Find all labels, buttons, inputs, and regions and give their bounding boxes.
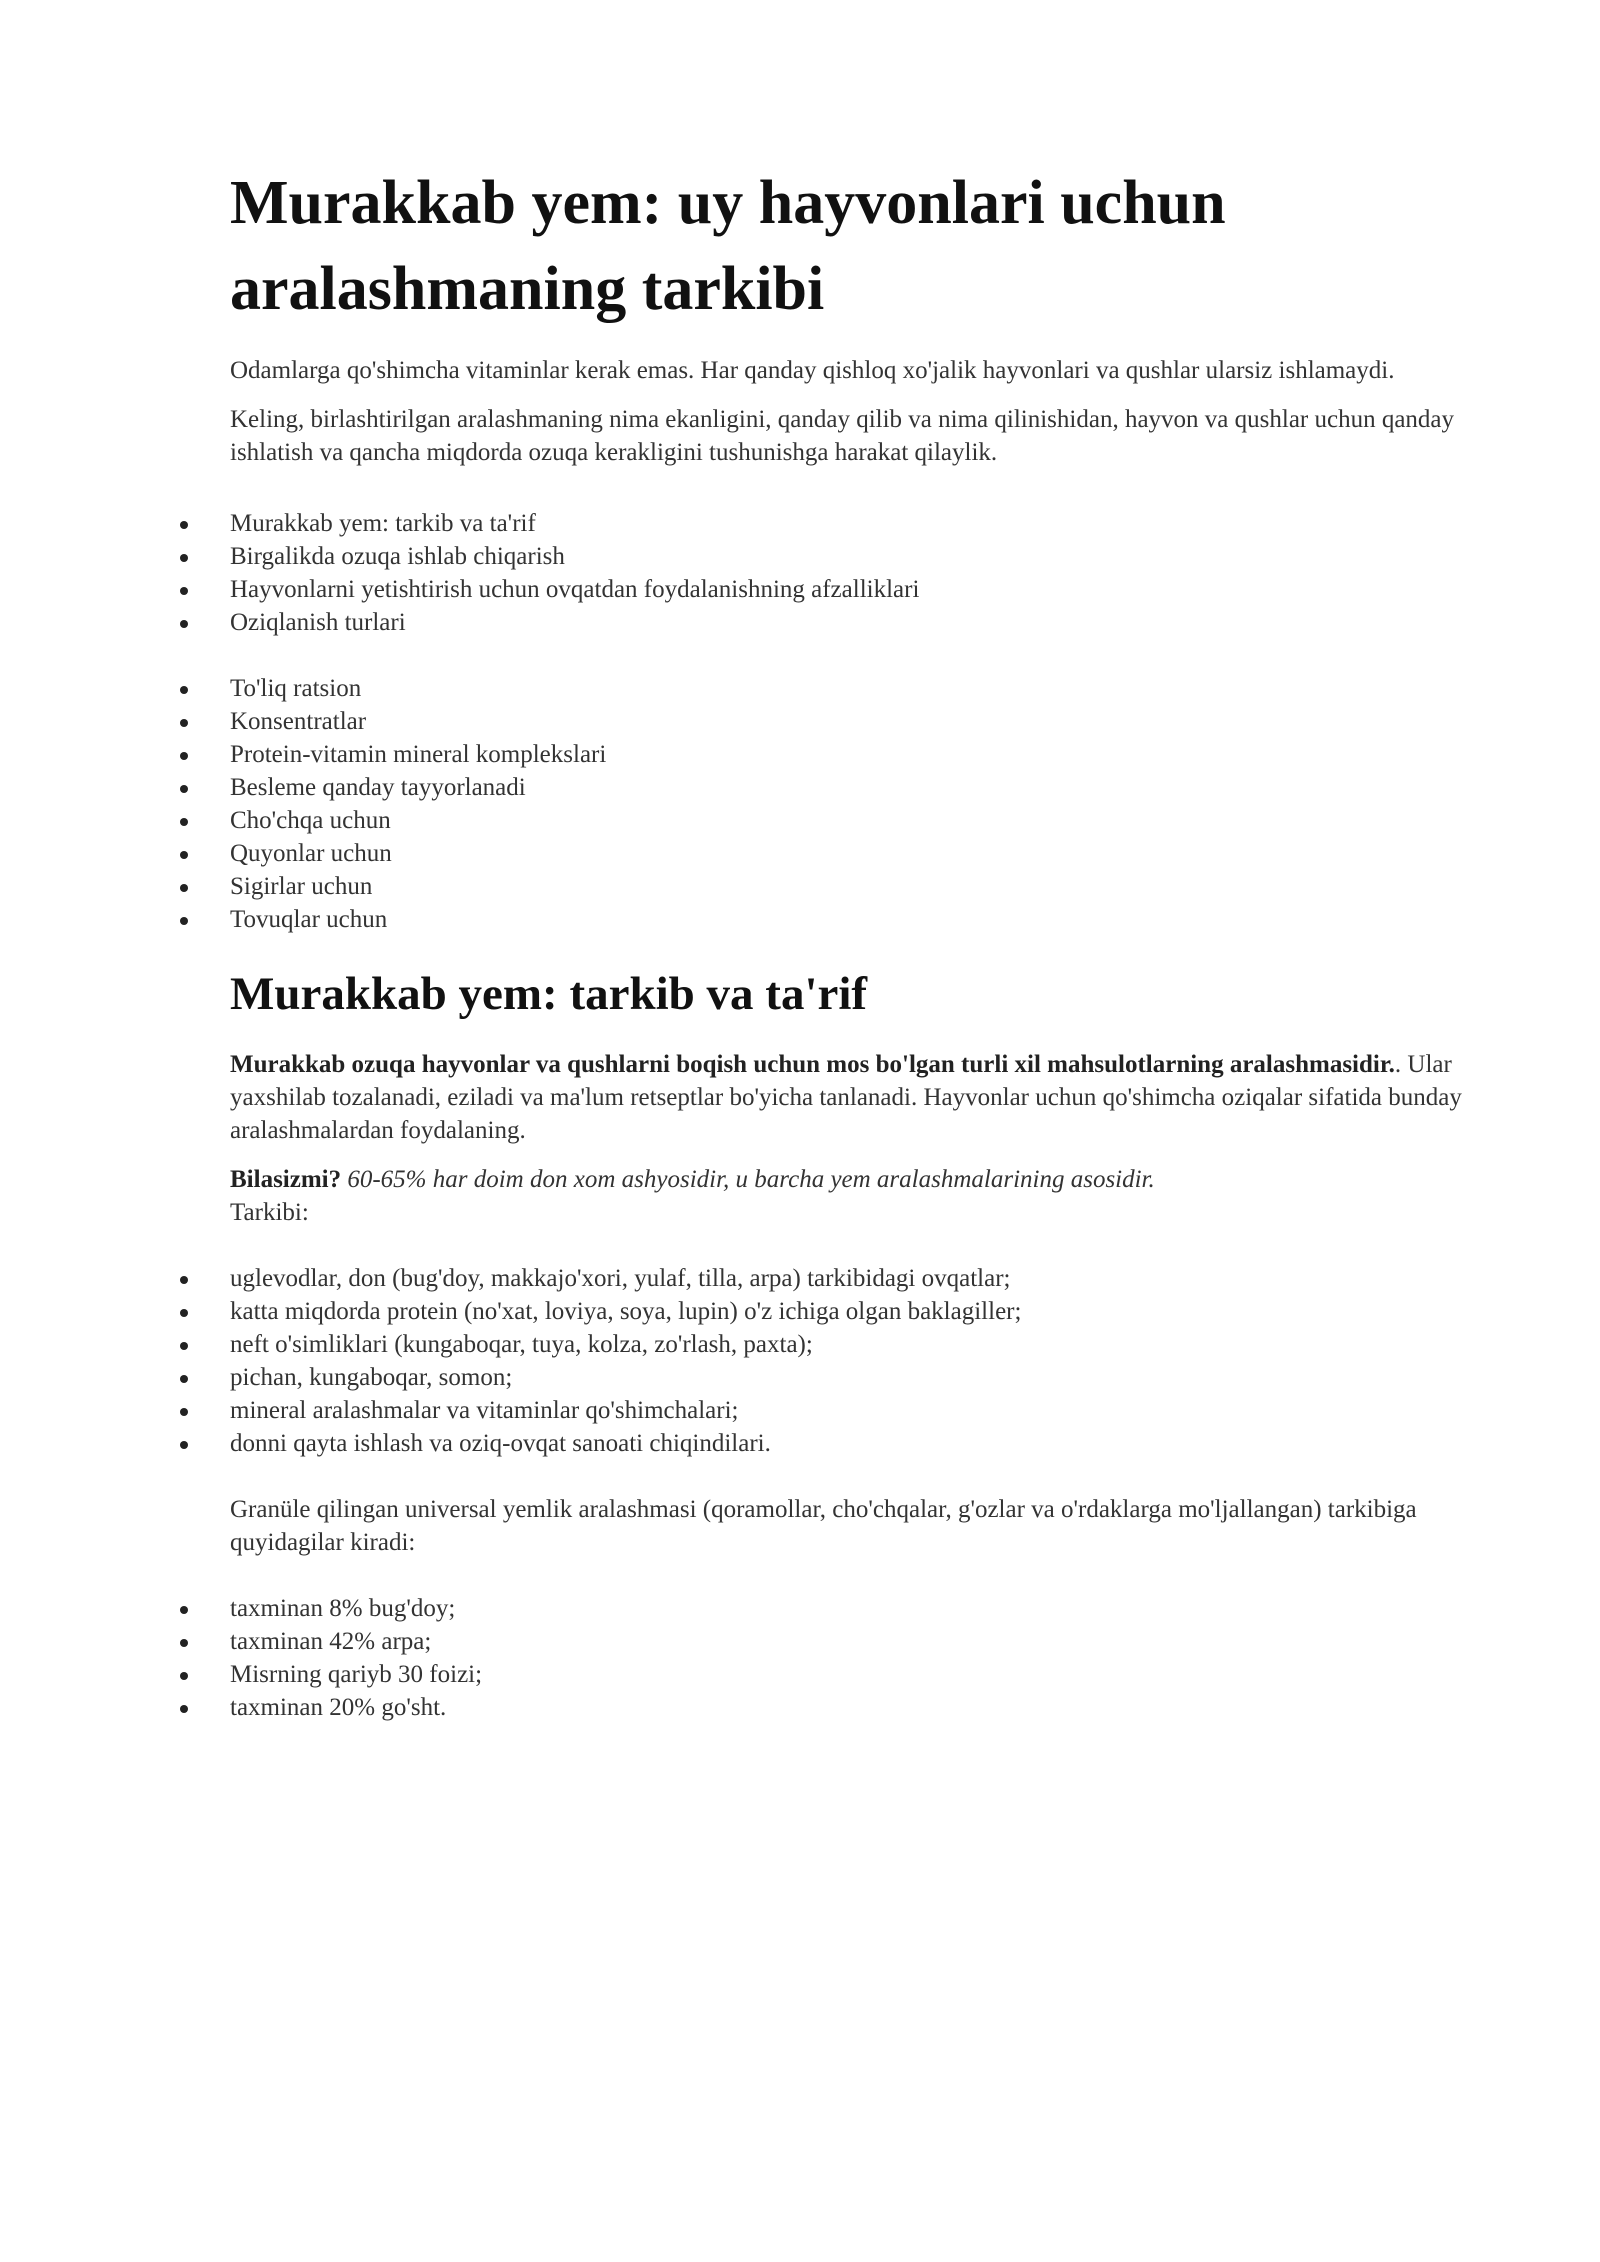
bullet-icon (180, 587, 188, 595)
intro-paragraph-2: Keling, birlashtirilgan aralashmaning nima ekanligini, qanday qilib va nima qilinishidan, hayvon va qushlar uchun qanday ishlatish va qancha miqdorda ozuqa kerakligini tushunishga harakat qilaylik. (230, 406, 1455, 466)
composition-item-3: neft o'simliklari (kungaboqar, tuya, kolza, zo'rlash, paxta); (230, 1331, 813, 1358)
toc-sub-item-7: Sigirlar uchun (230, 873, 373, 900)
list-item (0, 1295, 1480, 1328)
list-item[interactable] (0, 540, 1480, 573)
bullet-icon (180, 1441, 188, 1449)
bullet-icon (180, 1606, 188, 1614)
list-item (0, 1691, 1480, 1724)
list-item (0, 1592, 1480, 1625)
list-item[interactable] (0, 738, 1480, 771)
bullet-icon (180, 1276, 188, 1284)
granule-paragraph: Granüle qilingan universal yemlik aralashmasi (qoramollar, cho'chqalar, g'ozlar va o'rdaklarga mo'ljallangan) tarkibiga quyidagilar kiradi: (230, 1496, 1417, 1556)
composition-item-2: katta miqdorda protein (no'xat, loviya, soya, lupin) o'z ichiga olgan baklagiller; (230, 1298, 1022, 1325)
list-item[interactable] (0, 837, 1480, 870)
bullet-icon (180, 1309, 188, 1317)
composition-item-1: uglevodlar, don (bug'doy, makkajo'xori, yulaf, tilla, arpa) tarkibidagi ovqatlar; (230, 1265, 1011, 1292)
bullet-icon (180, 620, 188, 628)
bullet-icon (180, 1375, 188, 1383)
list-item[interactable] (0, 573, 1480, 606)
bullet-icon (180, 686, 188, 694)
toc-main-item-2: Birgalikda ozuqa ishlab chiqarish (230, 543, 565, 570)
toc-sub-item-3: Protein-vitamin mineral komplekslari (230, 741, 607, 768)
list-item[interactable] (0, 870, 1480, 903)
granule-item-4: taxminan 20% go'sht. (230, 1694, 447, 1721)
bullet-icon (180, 917, 188, 925)
composition-item-4: pichan, kungaboqar, somon; (230, 1364, 513, 1391)
definition-paragraph (230, 1048, 1480, 1147)
did-you-know-text: 60-65% har doim don xom ashyosidir, u barcha yem aralashmalarining asosidir. (347, 1166, 1155, 1193)
list-item[interactable] (0, 771, 1480, 804)
list-item[interactable] (0, 672, 1480, 705)
toc-sub-item-8: Tovuqlar uchun (230, 906, 388, 933)
list-item (0, 1427, 1480, 1460)
definition-rest: . Ular yaxshilab tozalanadi, eziladi va ma'lum retseptlar bo'yicha tanlanadi. Hayvonlar uchun qo'shimcha oziqalar sifatida bunday aralashmalardan foydalaning. (230, 1051, 1462, 1144)
composition-item-5: mineral aralashmalar va vitaminlar qo'shimchalari; (230, 1397, 739, 1424)
list-item (0, 1625, 1480, 1658)
toc-sub-item-4: Besleme qanday tayyorlanadi (230, 774, 526, 801)
bullet-icon (180, 785, 188, 793)
composition-list (0, 1262, 1480, 1460)
composition-label: Tarkibi: (230, 1199, 309, 1226)
list-item[interactable] (0, 606, 1480, 639)
list-item[interactable] (0, 804, 1480, 837)
list-item (0, 1328, 1480, 1361)
granule-item-1: taxminan 8% bug'doy; (230, 1595, 456, 1622)
bullet-icon (180, 851, 188, 859)
bullet-icon (180, 1705, 188, 1713)
toc-sub-item-1: To'liq ratsion (230, 675, 362, 702)
bullet-icon (180, 818, 188, 826)
list-item (0, 1658, 1480, 1691)
bullet-icon (180, 554, 188, 562)
bullet-icon (180, 884, 188, 892)
definition-bold: Murakkab ozuqa hayvonlar va qushlarni boqish uchun mos bo'lgan turli xil mahsulotlarning aralashmasidir. (230, 1051, 1395, 1078)
section-heading: Murakkab yem: tarkib va ta'rif (230, 968, 868, 1020)
list-item[interactable] (0, 705, 1480, 738)
list-item (0, 1361, 1480, 1394)
toc-main-item-1: Murakkab yem: tarkib va ta'rif (230, 510, 536, 537)
toc-sub-list (0, 672, 1480, 936)
toc-main-list (0, 507, 1480, 639)
bullet-icon (180, 1342, 188, 1350)
bullet-icon (180, 719, 188, 727)
granule-list (0, 1592, 1480, 1724)
granule-item-3: Misrning qariyb 30 foizi; (230, 1661, 483, 1688)
composition-item-6: donni qayta ishlash va oziq-ovqat sanoati chiqindilari. (230, 1430, 771, 1457)
bullet-icon (180, 1639, 188, 1647)
bullet-icon (180, 1672, 188, 1680)
did-you-know-label: Bilasizmi? (230, 1166, 342, 1193)
list-item (0, 1394, 1480, 1427)
bullet-icon (180, 752, 188, 760)
page-title: Murakkab yem: uy hayvonlari uchun aralashmaning tarkibi (230, 169, 1226, 323)
article-body (230, 160, 1480, 1757)
toc-main-item-3: Hayvonlarni yetishtirish uchun ovqatdan foydalanishning afzalliklari (230, 576, 920, 603)
intro-paragraph-1: Odamlarga qo'shimcha vitaminlar kerak emas. Har qanday qishloq xo'jalik hayvonlari va qushlar ularsiz ishlamaydi. (230, 357, 1395, 384)
toc-sub-item-2: Konsentratlar (230, 708, 367, 735)
list-item[interactable] (0, 507, 1480, 540)
toc-sub-item-5: Cho'chqa uchun (230, 807, 391, 834)
did-you-know-paragraph (230, 1163, 1480, 1229)
bullet-icon (180, 521, 188, 529)
list-item[interactable] (0, 903, 1480, 936)
bullet-icon (180, 1408, 188, 1416)
list-item (0, 1262, 1480, 1295)
toc-sub-item-6: Quyonlar uchun (230, 840, 392, 867)
toc-main-item-4: Oziqlanish turlari (230, 609, 406, 636)
granule-item-2: taxminan 42% arpa; (230, 1628, 432, 1655)
